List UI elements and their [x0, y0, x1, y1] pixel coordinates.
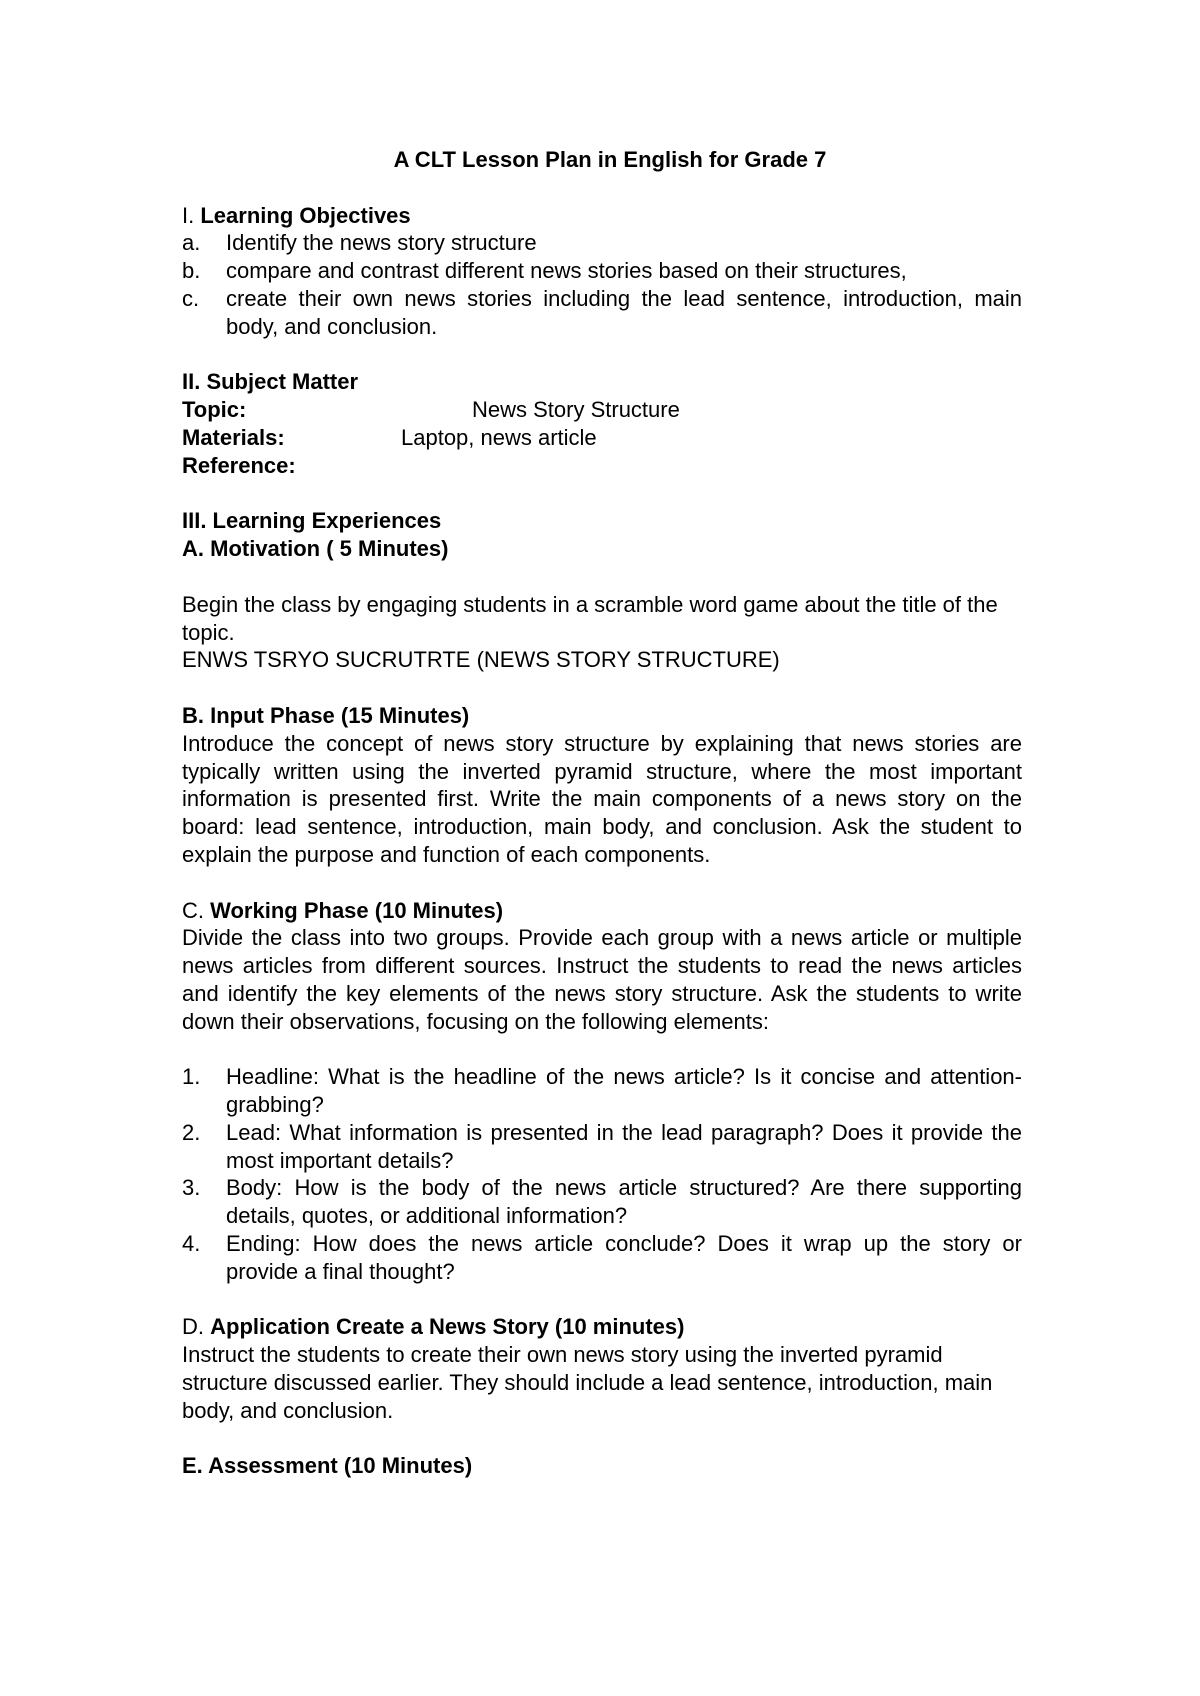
topic-row — [182, 396, 1022, 424]
materials-label: Materials: — [182, 424, 285, 450]
list-marker: a. — [182, 230, 201, 256]
working-phase-heading — [182, 897, 1022, 925]
document-body — [182, 146, 1022, 1480]
objectives-heading — [182, 202, 1022, 230]
list-marker: 2. — [182, 1119, 201, 1145]
list-marker: 4. — [182, 1231, 201, 1257]
list-item — [182, 1119, 1022, 1175]
list-marker: c. — [182, 285, 200, 311]
objective-item — [182, 229, 1022, 257]
assessment-heading: E. Assessment (10 Minutes) — [182, 1453, 473, 1479]
input-phase-heading: B. Input Phase (15 Minutes) — [182, 702, 470, 728]
list-item — [182, 1230, 1022, 1286]
list-marker: 1. — [182, 1064, 201, 1090]
objectives-prefix: I. — [182, 202, 195, 228]
list-item-text: Ending: How does the news article conclude? Does it wrap up the story or provide a final thought? — [226, 1231, 1022, 1284]
working-phase-title: Working Phase (10 Minutes) — [210, 897, 504, 923]
application-prefix: D. — [182, 1314, 204, 1340]
list-item — [182, 1063, 1022, 1119]
learning-experiences-heading: III. Learning Experiences — [182, 508, 442, 534]
application-title: Application Create a News Story (10 minutes) — [210, 1314, 685, 1340]
subject-matter-heading: II. Subject Matter — [182, 369, 359, 395]
topic-value: News Story Structure — [472, 397, 680, 423]
list-marker: b. — [182, 258, 201, 284]
objective-text: Identify the news story structure — [226, 230, 537, 256]
application-text: Instruct the students to create their own news story using the inverted pyramid structure discussed earlier. They should include a lead sentence, introduction, main body, and conclusion. — [182, 1342, 993, 1423]
objective-item — [182, 285, 1022, 341]
list-item — [182, 1174, 1022, 1230]
reference-row — [182, 452, 1022, 480]
materials-value: Laptop, news article — [401, 424, 597, 450]
list-item-text: Headline: What is the headline of the news article? Is it concise and attention-grabbing? — [226, 1064, 1022, 1118]
objective-text: create their own news stories including the lead sentence, introduction, main body, and conclusion. — [226, 285, 1022, 339]
motivation-text: Begin the class by engaging students in a scramble word game about the title of the topic. — [182, 591, 998, 645]
objectives-title: Learning Objectives — [200, 202, 411, 228]
list-marker: 3. — [182, 1175, 201, 1201]
motivation-heading: A. Motivation ( 5 Minutes) — [182, 536, 449, 562]
reference-label: Reference: — [182, 452, 296, 478]
objective-item — [182, 257, 1022, 285]
materials-row — [182, 424, 1022, 452]
list-item-text: Body: How is the body of the news article structured? Are there supporting details, quotes, or additional information? — [226, 1175, 1022, 1229]
scramble-text: ENWS TSRYO SUCRUTRTE (NEWS STORY STRUCTURE) — [182, 647, 780, 673]
list-item-text: Lead: What information is presented in the lead paragraph? Does it provide the most important details? — [226, 1119, 1022, 1173]
objective-text: compare and contrast different news stories based on their structures, — [226, 258, 907, 284]
objectives-list — [182, 229, 1022, 340]
document-title: A CLT Lesson Plan in English for Grade 7 — [393, 147, 827, 172]
working-phase-text: Divide the class into two groups. Provide each group with a news article or multiple news articles from different sources. Instruct the students to read the news articles and identify the key elements of the news story structure. Ask the students to write down their observations, focusing on the following elements: — [182, 925, 1022, 1034]
elements-list — [182, 1063, 1022, 1285]
working-phase-prefix: C. — [182, 897, 204, 923]
application-heading — [182, 1313, 1022, 1341]
input-phase-text: Introduce the concept of news story structure by explaining that news stories are typically written using the inverted pyramid structure, where the most important information is presented first. Write the main components of a news story on the board: lead sentence, introduction, main body, and conclusion. Ask the student to explain the purpose and function of each components. — [182, 730, 1022, 867]
topic-label: Topic: — [182, 397, 247, 423]
